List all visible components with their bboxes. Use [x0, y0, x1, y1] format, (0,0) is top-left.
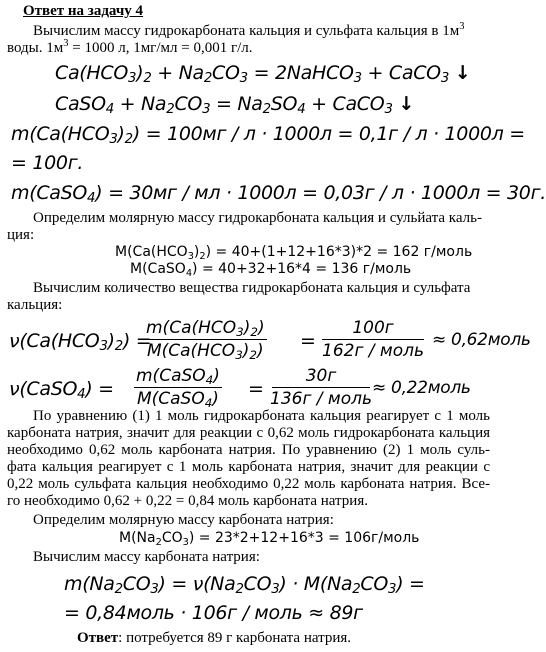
molar-mass-bicarbonate: $M(Ca(HCO_3)_2) = 40+(1+12+16*3)*2 = 162$ г/моль	[115, 244, 473, 262]
amount-sulfate-values: 30г 136г / моль	[270, 366, 373, 409]
amount-bicarbonate-values: 100г 162г / моль	[322, 318, 425, 361]
mass-calcium-sulfate: m(CaSO$_4$) = 30мг / мл · 1000л = 0,03г / л · 1000л = 30г.	[11, 182, 546, 206]
amount-sulfate-eq: =	[248, 378, 264, 400]
precipitate-arrow-icon: ↓	[454, 62, 471, 84]
answer-label: Ответ	[77, 630, 119, 646]
molar-mass-sodium-carbonate: $M(Na_2CO_3) = 23*2+12+16*3$ = 106г/моль	[119, 530, 420, 548]
molar-intro-line-1: Определим молярную массу гидрокарбоната кальция и сульйата каль-	[33, 210, 482, 226]
amount-bicarbonate-lhs: $\nu(Ca(HCO_3)_2)$ =	[9, 330, 152, 354]
amount-sulfate-fraction: m(CaSO$_4$) M(CaSO$_4$)	[136, 366, 220, 410]
molar-intro-line-2: ция:	[7, 227, 35, 243]
amount-intro-line-2: кальция:	[7, 297, 63, 313]
molar-sodium-intro: Определим молярную массу карбоната натрия:	[33, 512, 334, 528]
amount-bicarbonate-fraction: $m(Ca(HCO_3)_2)$ $M(Ca(HCO_3)_2)$	[146, 318, 265, 362]
reaction-2: CaSO$_4$ + $Na_2CO_3 = Na_2SO_4$ + CaCO$_3$ ↓	[55, 93, 414, 117]
solution-heading: Ответ на задачу 4	[23, 3, 144, 19]
amount-bicarbonate-result: ≈ 0,62моль	[432, 330, 531, 350]
mass-calcium-bicarbonate: $m(Ca(HCO_3)_2) = 100мг / л \cdot 1000л = 0,1г / л \cdot 1000л$ =	[11, 123, 525, 147]
mass-sodium-intro: Вычислим массу карбоната натрия:	[33, 549, 260, 565]
paragraph-line: 0,22 моль сульфата кальция необходимо 0,22 моль карбоната натрия. Все-	[7, 476, 490, 492]
reaction-1: $Ca(HCO_3)_2 + Na_2CO_3$ = 2NaHCO$_3$ + CaCO$_3$ ↓	[55, 62, 471, 86]
molar-mass-sulfate: M(CaSO$_4$) = 40+32+16*4 = 136 г/моль	[130, 261, 412, 279]
paragraph-line: По уравнению (1) 1 моль гидрокарбоната кальция реагирует с 1 моль	[33, 408, 490, 424]
paragraph-line: карбоната натрия, значит для реакции с 0,62 моль гидрокарбоната кальция	[7, 425, 490, 441]
paragraph-line: фата кальция реагирует с 1 моль карбоната натрия, значит для реакции с	[7, 459, 490, 475]
amount-sulfate-result: ≈ 0,22моль	[372, 378, 471, 398]
amount-sulfate-lhs: ν(CaSO$_4$) =	[9, 378, 114, 402]
amount-bicarbonate-eq: =	[300, 330, 316, 352]
precipitate-arrow-icon: ↓	[398, 93, 414, 115]
answer-text: : потребуется 89 г карбоната натрия.	[118, 630, 352, 646]
paragraph-line: необходимо 0,62 моль карбоната натрия. По уравнению (2) 1 моль суль-	[7, 442, 490, 458]
mass-sodium-carbonate: $m(Na_2CO_3) = \nu(Na_2CO_3) \cdot M(Na_2CO_3)$ =	[64, 573, 425, 597]
final-answer	[77, 630, 351, 647]
mass-sodium-carbonate-result: = 0,84моль · 106г / моль ≈ 89г	[64, 602, 363, 624]
mass-calcium-bicarbonate-result: = 100г.	[11, 152, 84, 174]
intro-line-1: Вычислим массу гидрокарбоната кальция и сульфата кальция в $1м^3$	[33, 21, 465, 39]
intro-line-2: воды. $1м^3 = 1000$ л, 1мг/мл = 0,001 г/л.	[7, 38, 253, 56]
paragraph-line: го необходимо 0,62 + 0,22 = 0,84 моль карбоната натрия.	[7, 493, 368, 509]
amount-intro-line-1: Вычислим количество вещества гидрокарбоната кальция и сульфата	[33, 280, 471, 296]
